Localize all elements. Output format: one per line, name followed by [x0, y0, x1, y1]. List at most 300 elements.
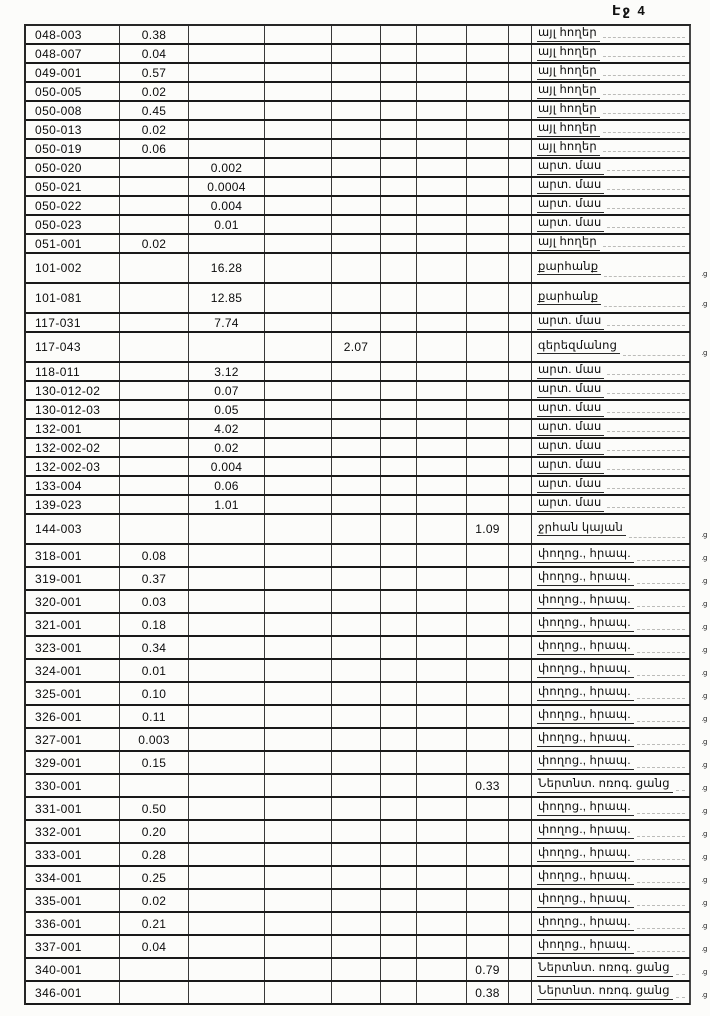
cell-empty: [332, 64, 381, 81]
cell-empty: [509, 496, 532, 513]
cell-empty: [381, 568, 417, 589]
cell-empty: [417, 660, 467, 681]
land-use-text: փողոց., հրապ.: [537, 939, 634, 954]
edge-mark: .ց: [701, 555, 707, 562]
cell-empty: [265, 254, 332, 282]
table-row: [26, 102, 690, 121]
cell-empty: [332, 844, 381, 865]
land-use-text: քարհանք: [537, 291, 601, 306]
cell-empty: [332, 890, 381, 911]
land-use-text: այլ հողեր: [537, 103, 600, 118]
table-row: [26, 333, 707, 363]
cell-empty: [381, 178, 417, 195]
cell-empty: [509, 363, 532, 380]
cell-empty: [265, 568, 332, 589]
cell-area-value: 0.79: [467, 959, 509, 980]
cell-empty: [509, 775, 532, 796]
cell-area-value: 0.28: [120, 844, 189, 865]
edge-mark: .ց: [701, 969, 707, 976]
cell-land-use-label: [532, 890, 690, 911]
cell-empty: [467, 821, 509, 842]
cell-empty: [509, 458, 532, 475]
edge-mark: .ց: [701, 532, 707, 539]
edge-mark: .ց: [701, 808, 707, 815]
cell-empty: [417, 363, 467, 380]
land-use-text: փողոց., հրապ.: [537, 617, 634, 632]
cell-empty: [509, 254, 532, 282]
cell-empty: [332, 382, 381, 399]
cell-empty: [467, 159, 509, 176]
land-use-text: փողոց., հրապ.: [537, 755, 634, 770]
cell-empty: [189, 890, 265, 911]
cell-area-value: 3.12: [189, 363, 265, 380]
cell-empty: [189, 64, 265, 81]
cell-empty: [509, 64, 532, 81]
cell-empty: [265, 235, 332, 252]
table-row: [26, 867, 707, 890]
cell-empty: [189, 821, 265, 842]
cell-empty: [265, 178, 332, 195]
cell-empty: [417, 591, 467, 612]
cell-empty: [467, 798, 509, 819]
cell-area-value: 0.25: [120, 867, 189, 888]
cell-empty: [332, 159, 381, 176]
cell-area-value: 0.10: [120, 683, 189, 704]
cell-area-value: 0.21: [120, 913, 189, 934]
cell-empty: [417, 614, 467, 635]
cell-land-use-label: [532, 982, 690, 1003]
cell-empty: [332, 913, 381, 934]
edge-mark: .ց: [701, 854, 707, 861]
cell-empty: [467, 683, 509, 704]
cell-empty: [417, 121, 467, 138]
cell-empty: [509, 216, 532, 233]
cell-empty: [467, 64, 509, 81]
cell-empty: [467, 333, 509, 361]
cell-empty: [332, 26, 381, 43]
cell-area-value: 1.01: [189, 496, 265, 513]
cell-empty: [381, 775, 417, 796]
cell-parcel-id: 330-001: [26, 775, 120, 796]
table-row: [26, 706, 707, 729]
cell-empty: [467, 591, 509, 612]
cell-empty: [417, 140, 467, 157]
cell-empty: [509, 83, 532, 100]
cell-empty: [467, 382, 509, 399]
cell-empty: [265, 197, 332, 214]
cell-parcel-id: 048-003: [26, 26, 120, 43]
cell-empty: [120, 197, 189, 214]
cell-empty: [265, 660, 332, 681]
cell-land-use-label: [532, 254, 690, 282]
cell-area-value: 0.0004: [189, 178, 265, 195]
cell-area-value: 0.03: [120, 591, 189, 612]
cell-empty: [120, 363, 189, 380]
cell-land-use-label: [532, 159, 690, 176]
cell-area-value: 0.05: [189, 401, 265, 418]
cell-parcel-id: 050-022: [26, 197, 120, 214]
cell-empty: [332, 420, 381, 437]
cell-empty: [381, 936, 417, 957]
cell-land-use-label: [532, 683, 690, 704]
cell-empty: [467, 545, 509, 566]
cell-empty: [381, 890, 417, 911]
cell-land-use-label: [532, 775, 690, 796]
cell-area-value: 0.37: [120, 568, 189, 589]
edge-mark: .ց: [701, 350, 707, 357]
cell-empty: [189, 775, 265, 796]
table-row: [26, 614, 707, 637]
cell-land-use-label: [532, 216, 690, 233]
cell-empty: [381, 821, 417, 842]
cell-empty: [332, 729, 381, 750]
cell-empty: [265, 64, 332, 81]
cell-empty: [265, 216, 332, 233]
edge-mark: .ց: [701, 762, 707, 769]
cell-empty: [332, 83, 381, 100]
cell-empty: [189, 545, 265, 566]
edge-mark: .ց: [701, 624, 707, 631]
cell-empty: [417, 545, 467, 566]
cell-parcel-id: 324-001: [26, 660, 120, 681]
cell-parcel-id: 133-004: [26, 477, 120, 494]
land-use-text: այլ հողեր: [537, 236, 600, 251]
cell-area-value: 4.02: [189, 420, 265, 437]
cell-area-value: 0.04: [120, 936, 189, 957]
cell-empty: [265, 637, 332, 658]
cell-empty: [509, 867, 532, 888]
table-row: [26, 637, 707, 660]
cell-empty: [417, 729, 467, 750]
cell-empty: [332, 775, 381, 796]
cell-empty: [265, 545, 332, 566]
edge-mark: .ց: [701, 670, 707, 677]
cell-empty: [509, 401, 532, 418]
cell-empty: [332, 515, 381, 543]
cell-parcel-id: 335-001: [26, 890, 120, 911]
cell-empty: [332, 458, 381, 475]
cell-area-value: 0.01: [120, 660, 189, 681]
cell-empty: [332, 140, 381, 157]
cell-empty: [509, 729, 532, 750]
table-row: [26, 798, 707, 821]
cell-empty: [381, 477, 417, 494]
cell-empty: [332, 959, 381, 980]
cell-land-use-label: [532, 235, 690, 252]
cell-empty: [381, 420, 417, 437]
edge-mark: .ց: [701, 785, 707, 792]
cell-empty: [265, 821, 332, 842]
cell-empty: [265, 458, 332, 475]
cell-land-use-label: [532, 458, 690, 475]
table-row: [26, 314, 690, 333]
cell-empty: [332, 637, 381, 658]
cell-empty: [332, 660, 381, 681]
cell-area-value: 0.01: [189, 216, 265, 233]
cell-empty: [467, 121, 509, 138]
cell-empty: [467, 890, 509, 911]
table-row: [26, 477, 690, 496]
cell-empty: [189, 235, 265, 252]
cell-empty: [417, 439, 467, 456]
cell-empty: [265, 363, 332, 380]
cell-empty: [332, 178, 381, 195]
cell-land-use-label: [532, 382, 690, 399]
cell-parcel-id: 118-011: [26, 363, 120, 380]
cell-empty: [265, 121, 332, 138]
cell-empty: [509, 235, 532, 252]
cell-area-value: 0.33: [467, 775, 509, 796]
cell-empty: [509, 752, 532, 773]
cell-land-use-label: [532, 439, 690, 456]
cell-empty: [509, 477, 532, 494]
cell-area-value: 0.38: [120, 26, 189, 43]
cell-empty: [265, 140, 332, 157]
table-row: [26, 216, 690, 235]
cell-empty: [509, 591, 532, 612]
cell-area-value: 0.34: [120, 637, 189, 658]
cell-empty: [189, 45, 265, 62]
cell-empty: [189, 959, 265, 980]
cell-land-use-label: [532, 545, 690, 566]
cell-empty: [120, 477, 189, 494]
table-row: [26, 45, 690, 64]
cell-land-use-label: [532, 867, 690, 888]
cell-empty: [467, 729, 509, 750]
cell-empty: [189, 982, 265, 1003]
cell-parcel-id: 346-001: [26, 982, 120, 1003]
cell-empty: [332, 284, 381, 312]
cell-empty: [120, 178, 189, 195]
cell-empty: [467, 913, 509, 934]
cell-empty: [189, 660, 265, 681]
cell-empty: [265, 26, 332, 43]
land-use-text: արտ. մաս: [537, 383, 604, 398]
cell-parcel-id: 050-005: [26, 83, 120, 100]
table-row: [26, 545, 707, 568]
cell-empty: [332, 798, 381, 819]
land-use-text: փողոց., հրապ.: [537, 847, 634, 862]
cell-land-use-label: [532, 64, 690, 81]
cell-empty: [417, 197, 467, 214]
cell-empty: [381, 235, 417, 252]
cell-parcel-id: 132-001: [26, 420, 120, 437]
cell-empty: [417, 890, 467, 911]
cell-empty: [417, 458, 467, 475]
cell-land-use-label: [532, 401, 690, 418]
cell-area-value: 0.02: [120, 121, 189, 138]
land-use-text: փողոց., հրապ.: [537, 640, 634, 655]
cell-land-use-label: [532, 614, 690, 635]
land-use-text: փողոց., հրապ.: [537, 571, 634, 586]
table-row: [26, 775, 707, 798]
cell-empty: [189, 614, 265, 635]
cell-empty: [120, 439, 189, 456]
edge-mark: .ց: [701, 716, 707, 723]
cell-empty: [467, 314, 509, 331]
cell-empty: [381, 314, 417, 331]
cell-empty: [265, 729, 332, 750]
cell-area-value: 2.07: [332, 333, 381, 361]
cell-empty: [417, 959, 467, 980]
cell-empty: [509, 420, 532, 437]
cell-land-use-label: [532, 496, 690, 513]
cell-empty: [467, 235, 509, 252]
land-use-text: արտ. մաս: [537, 179, 604, 194]
table-row: [26, 496, 690, 515]
edge-mark: .ց: [701, 301, 707, 308]
cell-empty: [417, 216, 467, 233]
cell-land-use-label: [532, 913, 690, 934]
table-row: [26, 159, 690, 178]
cell-empty: [417, 420, 467, 437]
cell-parcel-id: 321-001: [26, 614, 120, 635]
table-row: [26, 121, 690, 140]
cell-empty: [417, 254, 467, 282]
cell-empty: [417, 401, 467, 418]
cell-empty: [417, 568, 467, 589]
cell-empty: [265, 159, 332, 176]
land-use-text: այլ հողեր: [537, 84, 600, 99]
table-row: [26, 420, 690, 439]
cell-empty: [509, 660, 532, 681]
cell-empty: [381, 159, 417, 176]
cell-empty: [265, 102, 332, 119]
cell-land-use-label: [532, 706, 690, 727]
cell-empty: [332, 545, 381, 566]
cell-empty: [332, 867, 381, 888]
cell-empty: [417, 477, 467, 494]
cell-land-use-label: [532, 515, 690, 543]
cell-empty: [265, 439, 332, 456]
cell-empty: [265, 333, 332, 361]
cell-land-use-label: [532, 637, 690, 658]
cell-empty: [467, 420, 509, 437]
cell-empty: [417, 775, 467, 796]
cell-empty: [467, 363, 509, 380]
cell-area-value: 0.07: [189, 382, 265, 399]
cell-empty: [381, 140, 417, 157]
cell-empty: [467, 83, 509, 100]
cell-empty: [417, 26, 467, 43]
edge-mark: .ց: [701, 647, 707, 654]
cell-empty: [381, 333, 417, 361]
cell-area-value: 0.02: [189, 439, 265, 456]
land-use-text: արտ. մաս: [537, 198, 604, 213]
cell-empty: [467, 216, 509, 233]
cell-empty: [417, 706, 467, 727]
cell-empty: [381, 637, 417, 658]
cell-parcel-id: 332-001: [26, 821, 120, 842]
cell-empty: [417, 314, 467, 331]
table-row: [26, 140, 690, 159]
cell-empty: [332, 197, 381, 214]
cell-area-value: 0.004: [189, 197, 265, 214]
cell-empty: [467, 178, 509, 195]
cell-empty: [120, 216, 189, 233]
cell-area-value: 0.18: [120, 614, 189, 635]
cell-empty: [467, 197, 509, 214]
cell-land-use-label: [532, 45, 690, 62]
cell-empty: [417, 284, 467, 312]
cell-empty: [467, 637, 509, 658]
cell-land-use-label: [532, 591, 690, 612]
cell-land-use-label: [532, 102, 690, 119]
cell-area-value: 0.02: [120, 83, 189, 100]
cell-empty: [265, 798, 332, 819]
cell-empty: [381, 545, 417, 566]
cell-empty: [189, 936, 265, 957]
cell-empty: [417, 382, 467, 399]
table-row: [26, 591, 707, 614]
cell-parcel-id: 144-003: [26, 515, 120, 543]
cell-parcel-id: 048-007: [26, 45, 120, 62]
cell-empty: [265, 314, 332, 331]
cell-empty: [189, 844, 265, 865]
cell-empty: [467, 284, 509, 312]
land-use-text: փողոց., հրապ.: [537, 916, 634, 931]
cell-area-value: 16.28: [189, 254, 265, 282]
cell-empty: [120, 333, 189, 361]
cell-empty: [332, 496, 381, 513]
cell-parcel-id: 340-001: [26, 959, 120, 980]
cell-empty: [509, 159, 532, 176]
cell-empty: [467, 614, 509, 635]
cell-empty: [265, 982, 332, 1003]
cell-empty: [381, 102, 417, 119]
land-use-text: Ներտնտ. ոռոգ. ցանց: [537, 778, 673, 793]
cell-empty: [381, 401, 417, 418]
cell-empty: [467, 844, 509, 865]
cell-empty: [265, 496, 332, 513]
cell-land-use-label: [532, 959, 690, 980]
cell-empty: [120, 314, 189, 331]
cell-empty: [467, 706, 509, 727]
land-use-text: արտ. մաս: [537, 459, 604, 474]
table-row: [26, 844, 707, 867]
cell-empty: [381, 64, 417, 81]
cell-empty: [381, 496, 417, 513]
table-row: [26, 660, 707, 683]
cell-empty: [509, 121, 532, 138]
cell-empty: [417, 496, 467, 513]
cell-empty: [509, 197, 532, 214]
table-row: [26, 401, 690, 420]
cell-empty: [509, 568, 532, 589]
cell-empty: [381, 982, 417, 1003]
cell-empty: [417, 515, 467, 543]
cell-empty: [189, 333, 265, 361]
cell-empty: [265, 420, 332, 437]
cell-empty: [381, 706, 417, 727]
cell-empty: [467, 660, 509, 681]
table-row: [26, 568, 707, 591]
land-use-text: փողոց., հրապ.: [537, 801, 634, 816]
cell-empty: [467, 254, 509, 282]
cell-area-value: 7.74: [189, 314, 265, 331]
cell-empty: [120, 982, 189, 1003]
cell-empty: [467, 936, 509, 957]
land-use-text: արտ. մաս: [537, 364, 604, 379]
cell-empty: [120, 254, 189, 282]
cell-empty: [265, 515, 332, 543]
land-use-text: այլ հողեր: [537, 46, 600, 61]
cell-empty: [189, 752, 265, 773]
land-use-text: փողոց., հրապ.: [537, 732, 634, 747]
cell-area-value: 1.09: [467, 515, 509, 543]
cell-area-value: 0.08: [120, 545, 189, 566]
cell-empty: [381, 660, 417, 681]
